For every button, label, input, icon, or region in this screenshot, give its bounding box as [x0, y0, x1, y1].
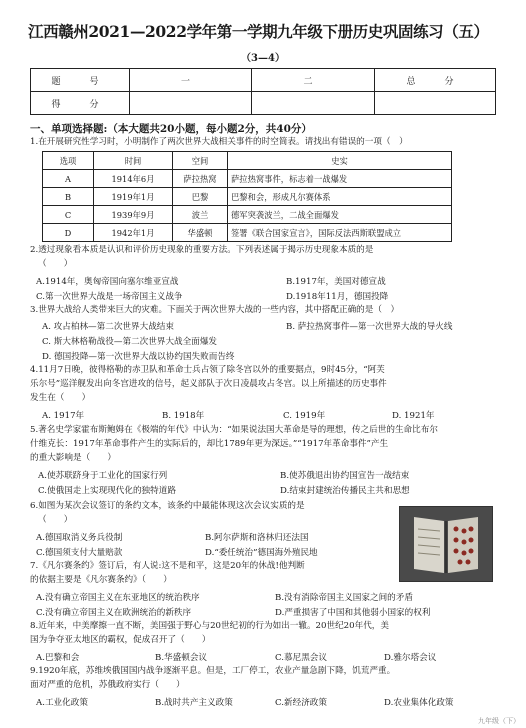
option-c: C.第一次世界大战是一场帝国主义战争 [36, 292, 183, 302]
option-a: A. 1917年 [42, 411, 85, 421]
option-b: B.1917年，美国对德宣战 [286, 277, 386, 287]
option-b: B.华盛顿会议 [155, 653, 208, 663]
score-cell [130, 92, 252, 115]
option-a: A.1914年，奥匈帝国向塞尔维亚宣战 [36, 277, 179, 287]
section-heading: 一、单项选择题:（本大题共20小题，每小题2分，共40分） [30, 123, 312, 135]
page-footer: 九年级（下） [478, 717, 520, 725]
option-a: A.使苏联跻身于工业化的国家行列 [38, 471, 168, 481]
question-stem: 的重大影响是（ ） [30, 453, 116, 463]
header-cell: 时间 [94, 152, 173, 170]
score-cell: 二 [252, 69, 375, 92]
question-stem: （ ） [38, 515, 73, 525]
table-cell: 签署《联合国家宣言》，国际反法西斯联盟成立 [228, 224, 452, 242]
question-stem: 6.如图为某次会议签订的条约文本，该条约中最能体现这次会议实质的是 [30, 501, 305, 511]
table-row [43, 170, 452, 188]
question-stem: 面对严重的危机，苏俄政府实行（ ） [30, 680, 185, 690]
score-cell: 一 [130, 69, 252, 92]
table-cell: 萨拉热窝事件，标志着一战爆发 [228, 170, 452, 188]
table-cell: 萨拉热窝 [173, 170, 228, 188]
question-stem: 2.透过现象看本质是认识和评价历史现象的重要方法。下列表述属于揭示历史现象本质的是 [30, 245, 374, 255]
option-b: B.使苏俄退出协约国宣告一战结束 [280, 471, 410, 481]
exam-title: 江西赣州2021—2022学年第一学期九年级下册历史巩固练习（五） [28, 22, 489, 41]
table-cell: 1919年1月 [94, 188, 173, 206]
option-d: D.严重损害了中国和其他弱小国家的权利 [275, 608, 431, 618]
table-cell: C [43, 206, 94, 224]
option-c: C.慕尼黑会议 [275, 653, 327, 663]
table-row [43, 188, 452, 206]
question-stem: 7.《凡尔赛条约》签订后，有人说:这不是和平，这是20年的休战!他判断 [30, 561, 305, 571]
question-stem: 什维克长：1917年革命事件产生的实际后的，却比1789年更为深远。”“1917年革命事件”产生 [30, 439, 389, 449]
option-a: A.巴黎和会 [36, 653, 80, 663]
question-stem: 的依据主要是《凡尔赛条约》（ ） [30, 575, 172, 585]
header-cell: 选项 [43, 152, 94, 170]
event-table-header [43, 152, 452, 170]
question-stem: 3.世界大战给人类带来巨大的灾难。下面关于两次世界大战的一些内容，其中搭配正确的是（ ） [30, 305, 400, 315]
option-b: B.战时共产主义政策 [155, 698, 233, 708]
table-cell: A [43, 170, 94, 188]
option-b: B. 1918年 [162, 411, 205, 421]
option-c: C. 斯大林格勒战役—第二次世界大战全面爆发 [42, 337, 218, 347]
table-cell: 德军突袭波兰，二战全面爆发 [228, 206, 452, 224]
question-stem: 国为争夺亚太地区的霸权，促成召开了（ ） [30, 635, 211, 645]
question-stem: （ ） [38, 259, 73, 269]
event-table [42, 151, 452, 242]
question-stem: 乐尔号”巡洋舰发出向冬宫进攻的信号，起义部队于次日凌晨攻占冬宫。以上所描述的历史事件 [30, 379, 387, 389]
option-c: C. 1919年 [283, 411, 326, 421]
score-table [30, 68, 496, 115]
question-stem: 8.近年来，中美摩擦一直不断，美国强于野心与20世纪初的行为如出一辙。20世纪20年代，美 [30, 621, 389, 631]
option-b: B.没有消除帝国主义国家之间的矛盾 [275, 593, 413, 603]
table-cell: 1914年6月 [94, 170, 173, 188]
option-b: B. 萨拉热窝事件—第一次世界大战的导火线 [286, 322, 453, 332]
question-stem: 9.1920年底，苏维埃俄国国内战争逐渐平息。但是，工厂停工，农业产量急剧下降，饥荒严重。 [30, 666, 396, 676]
option-c: C.没有确立帝国主义在欧洲统治的新秩序 [36, 608, 192, 618]
option-a: A. 攻占柏林—第二次世界大战结束 [42, 322, 174, 332]
score-cell [375, 92, 496, 115]
option-d: D. 德国投降—第一次世界大战以协约国失败而告终 [42, 352, 235, 362]
treaty-document-image [399, 506, 493, 582]
score-cell [252, 92, 375, 115]
header-cell: 史实 [228, 152, 452, 170]
table-cell: 1942年1月 [94, 224, 173, 242]
option-c: C.德国须支付大量赔款 [36, 548, 123, 558]
option-d: D.农业集体化政策 [384, 698, 454, 708]
question-stem: 4.11月7日晚，彼得格勒的赤卫队和革命士兵占领了除冬宫以外的重要据点，9时45分，“阿芙 [30, 365, 385, 375]
table-cell: 波兰 [173, 206, 228, 224]
treaty-book-icon [400, 507, 492, 581]
table-cell: 1939年9月 [94, 206, 173, 224]
score-cell: 得 分 [31, 92, 130, 115]
option-c: C.新经济政策 [275, 698, 327, 708]
score-row-header [31, 69, 496, 92]
table-cell: 华盛顿 [173, 224, 228, 242]
option-a: A.德国取消义务兵役制 [36, 533, 123, 543]
score-cell: 题 号 [31, 69, 130, 92]
option-d: D.1918年11月，德国投降 [286, 292, 389, 302]
score-row-values [31, 92, 496, 115]
exam-subtitle: （3—4） [241, 53, 285, 64]
option-b: B.阿尔萨斯和洛林归还法国 [205, 533, 309, 543]
table-row [43, 206, 452, 224]
option-a: A.工业化政策 [36, 698, 88, 708]
option-d: D.“委任统治”德国海外殖民地 [205, 548, 318, 558]
option-d: D. 1921年 [392, 411, 435, 421]
table-cell: B [43, 188, 94, 206]
option-d: D.结束封建统治传播民主共和思想 [280, 486, 410, 496]
table-cell: 巴黎 [173, 188, 228, 206]
table-cell: 巴黎和会，形成凡尔赛体系 [228, 188, 452, 206]
option-a: A.没有确立帝国主义在东亚地区的统治秩序 [36, 593, 200, 603]
question-stem: 发生在（ ） [30, 393, 91, 403]
option-d: D.雅尔塔会议 [384, 653, 437, 663]
header-cell: 空间 [173, 152, 228, 170]
question-stem: 1.在开展研究性学习时，小明制作了两次世界大战相关事件的时空简表。请找出有错误的一项（ ） [30, 137, 408, 147]
question-stem: 5.著名史学家霍布斯鲍姆在《极端的年代》中认为：“如果说法国大革命是导的理想，传之后世的生命比布尔 [30, 425, 438, 435]
option-c: C.使俄国走上实现现代化的独特道路 [38, 486, 176, 496]
table-cell: D [43, 224, 94, 242]
table-row [43, 224, 452, 242]
score-cell: 总 分 [375, 69, 496, 92]
